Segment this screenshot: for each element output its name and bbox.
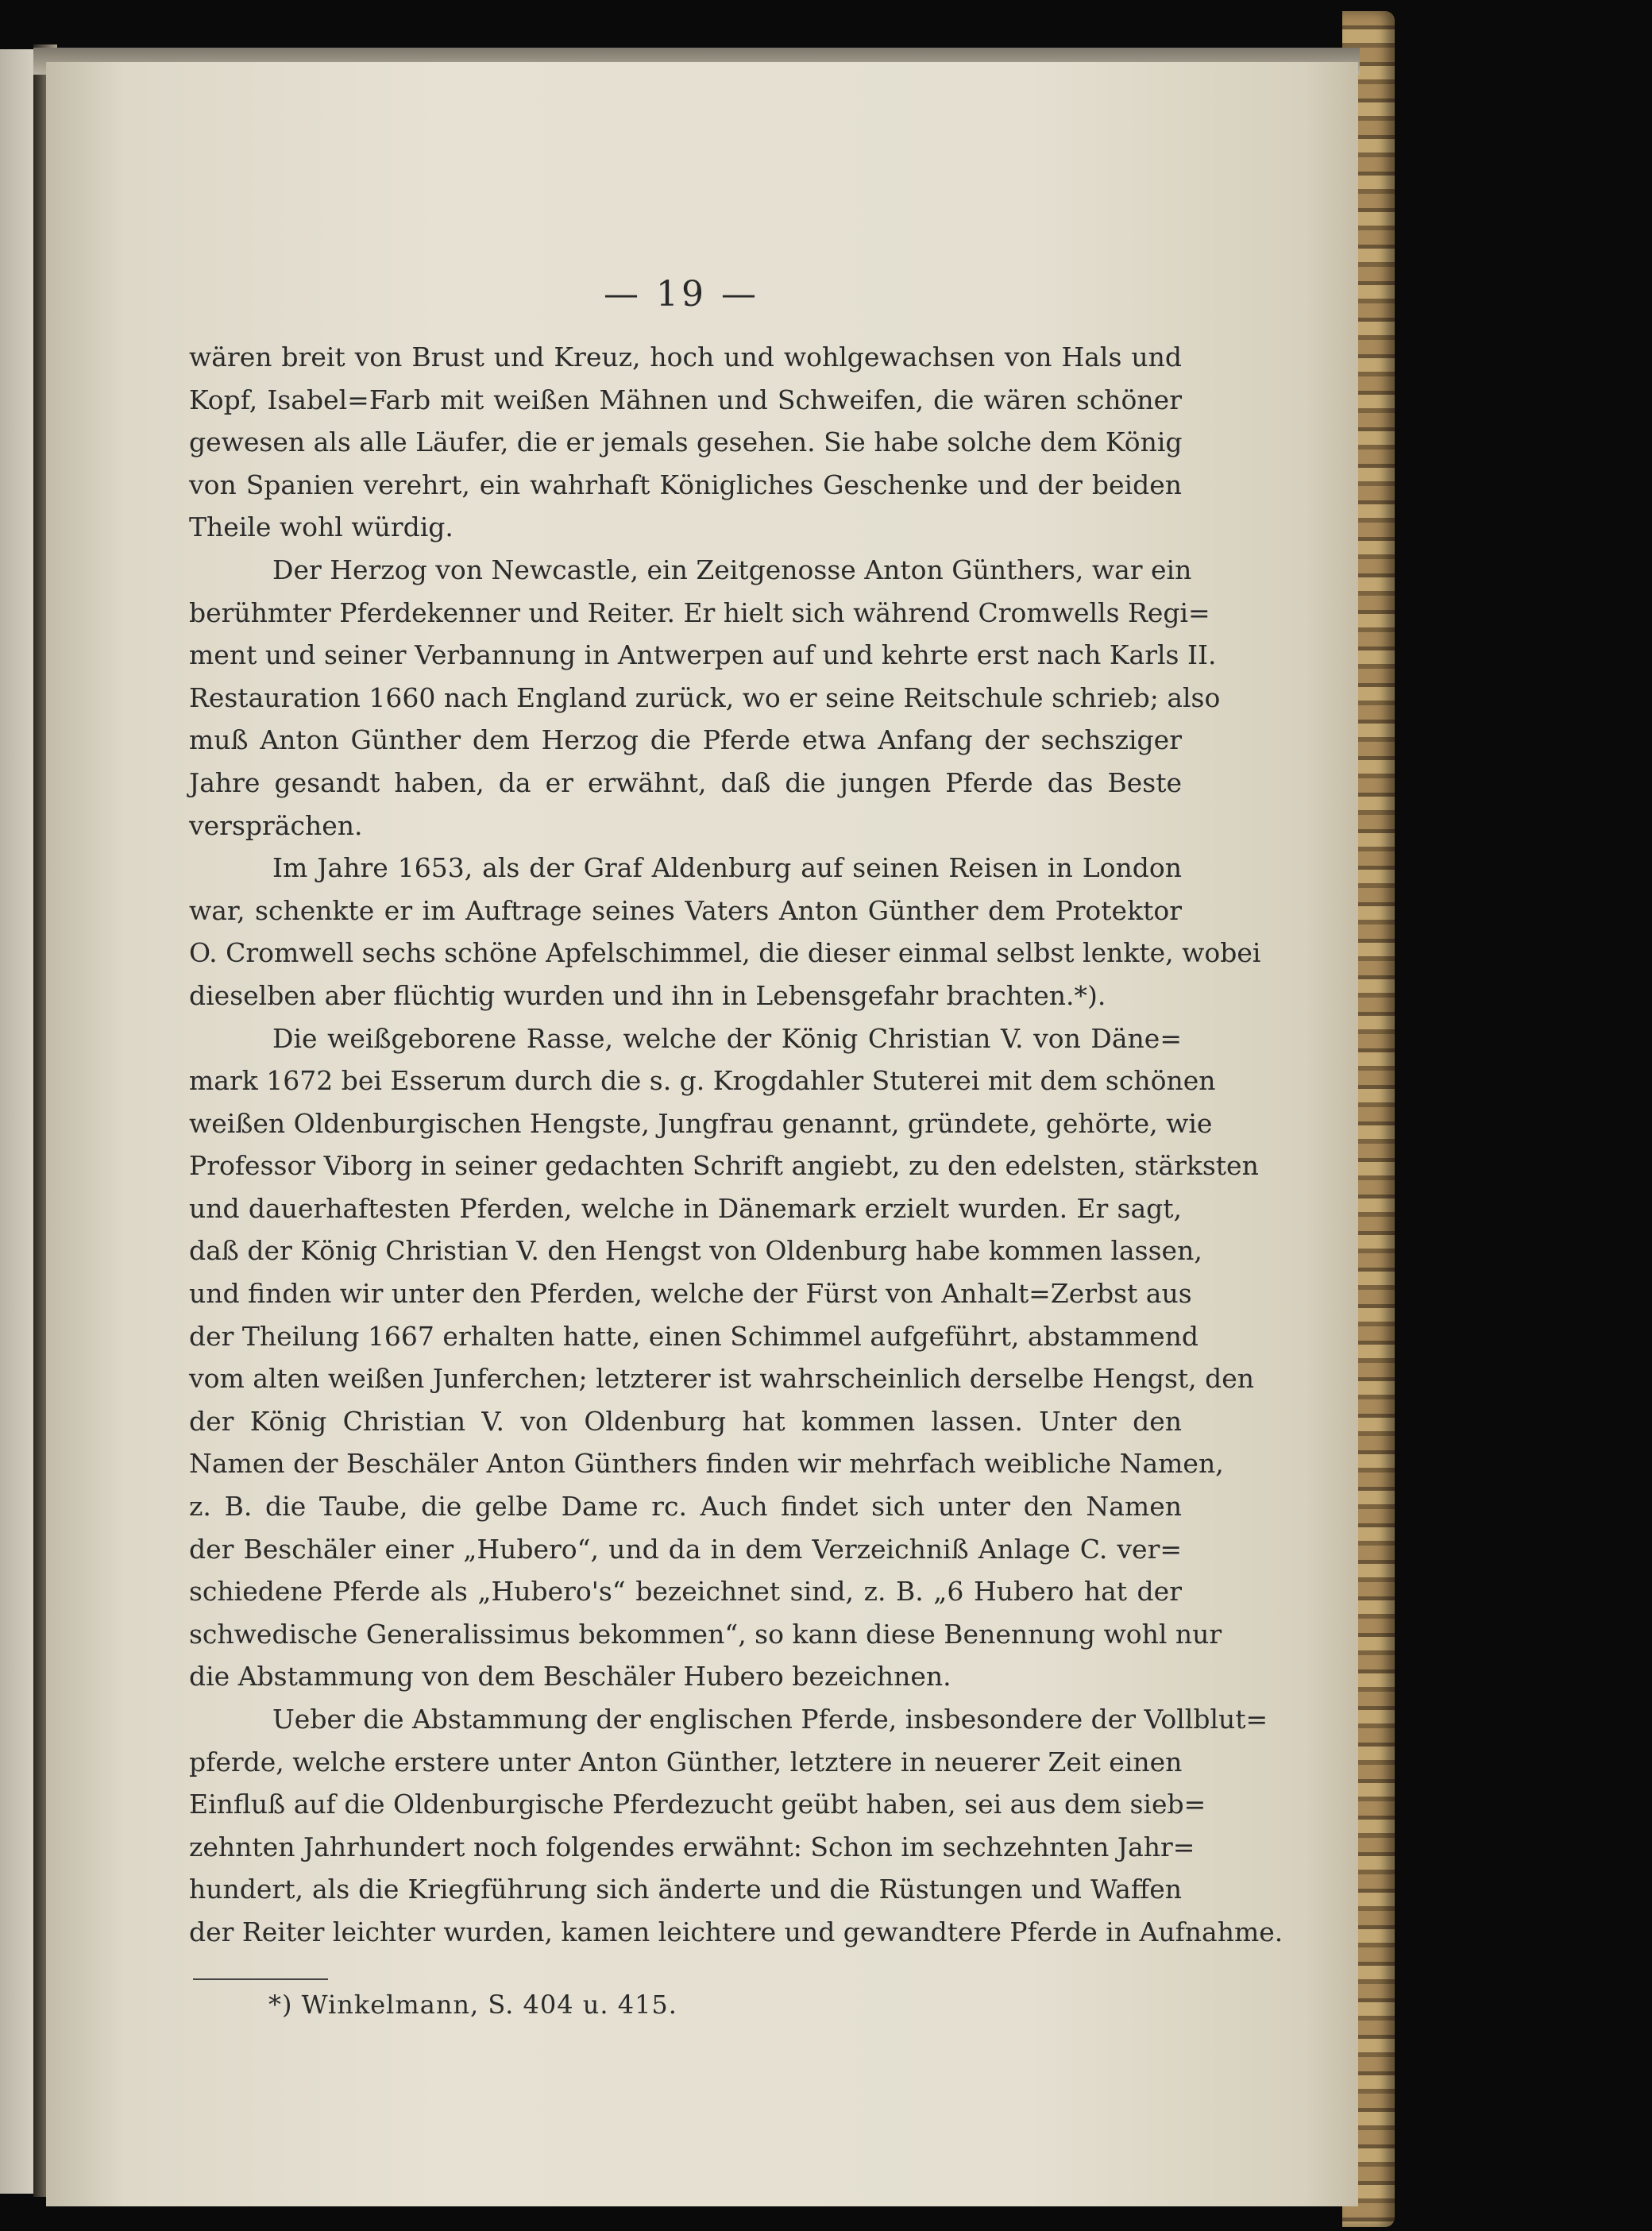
text-line: mark 1672 bei Esserum durch die s. g. Krogdahler Stuterei mit dem schönen [189,1065,1216,1097]
text-line: schwedische Generalissimus bekommen“, so kann diese Benennung wohl nur [189,1618,1222,1650]
body-text [189,336,1283,1954]
text-line: Der Herzog von Newcastle, ein Zeitgenosse Anton Günthers, war ein [272,554,1192,585]
text-line: Theile wohl würdig. [189,511,454,543]
text-line: O. Cromwell sechs schöne Apfelschimmel, die dieser einmal selbst lenkte, wobei [189,937,1261,969]
text-line: war, schenkte er im Auftrage seines Vaters Anton Günther dem Protektor [189,894,1182,926]
text-line: der Theilung 1667 erhalten hatte, einen Schimmel aufgeführt, abstammend [189,1320,1199,1352]
text-line: und dauerhaftesten Pferden, welche in Dänemark erzielt wurden. Er sagt, [189,1192,1182,1224]
text-line: hundert, als die Kriegführung sich änderte und die Rüstungen und Waffen [189,1874,1182,1905]
text-line: vom alten weißen Junferchen; letzterer ist wahrscheinlich derselbe Hengst, den [189,1363,1255,1395]
text-line: der Beschäler einer „Hubero“, und da in dem Verzeichniß Anlage C. ver= [189,1533,1182,1565]
facing-page-edge [0,49,33,2194]
text-line: versprächen. [189,809,363,841]
text-line: Die weißgeborene Rasse, welche der König Christian V. von Däne= [272,1022,1182,1054]
text-line: schiedene Pferde als „Hubero's“ bezeichnet sind, z. B. „6 Hubero hat der [189,1576,1182,1608]
text-line: dieselben aber flüchtig wurden und ihn in Lebensgefahr brachten.*). [189,979,1106,1011]
text-line: pferde, welche erstere unter Anton Günther, letztere in neuerer Zeit einen [189,1746,1183,1777]
text-line: wären breit von Brust und Kreuz, hoch und wohlgewachsen von Hals und [189,342,1182,372]
text-line: daß der König Christian V. den Hengst von Oldenburg habe kommen lassen, [189,1235,1202,1267]
text-line: Namen der Beschäler Anton Günthers finden wir mehrfach weibliche Namen, [189,1448,1224,1480]
text-line: von Spanien verehrt, ein wahrhaft Königliches Geschenke und der beiden [189,469,1182,500]
book-page [46,62,1358,2206]
footnote: *) Winkelmann, S. 404 u. 415. [268,1990,677,2020]
text-line: Ueber die Abstammung der englischen Pferde, insbesondere der Vollblut= [272,1704,1268,1735]
text-line: und finden wir unter den Pferden, welche der Fürst von Anhalt=Zerbst aus [189,1278,1192,1310]
text-line: Im Jahre 1653, als der Graf Aldenburg auf seinen Reisen in London [272,852,1182,884]
text-line: Einfluß auf die Oldenburgische Pferdezucht geübt haben, sei aus dem sieb= [189,1789,1206,1820]
text-line: weißen Oldenburgischen Hengste, Jungfrau genannt, gründete, gehörte, wie [189,1107,1213,1139]
text-line: gewesen als alle Läufer, die er jemals gesehen. Sie habe solche dem König [189,427,1183,458]
text-line: Professor Viborg in seiner gedachten Schrift angiebt, zu den edelsten, stärksten [189,1150,1259,1182]
text-line: muß Anton Günther dem Herzog die Pferde etwa Anfang der sechsziger [189,724,1182,756]
text-line: die Abstammung von dem Beschäler Hubero bezeichnen. [189,1661,951,1693]
text-line: Restauration 1660 nach England zurück, wo er seine Reitschule schrieb; also [189,681,1221,713]
footnote-rule [193,1978,328,1980]
text-line: der Reiter leichter wurden, kamen leichtere und gewandtere Pferde in Aufnahme. [189,1916,1283,1947]
text-line: z. B. die Taube, die gelbe Dame rc. Auch findet sich unter den Namen [189,1491,1182,1523]
text-line: ment und seiner Verbannung in Antwerpen auf und kehrte erst nach Karls II. [189,639,1217,671]
text-line: Jahre gesandt haben, da er erwähnt, daß die jungen Pferde das Beste [189,766,1182,798]
text-line: zehnten Jahrhundert noch folgendes erwähnt: Schon im sechzehnten Jahr= [189,1831,1195,1862]
text-line: der König Christian V. von Oldenburg hat kommen lassen. Unter den [189,1405,1182,1437]
text-line: Kopf, Isabel=Farb mit weißen Mähnen und Schweifen, die wären schöner [189,384,1182,415]
text-line: berühmter Pferdekenner und Reiter. Er hielt sich während Cromwells Regi= [189,596,1210,628]
page-number: — 19 — [604,274,759,315]
